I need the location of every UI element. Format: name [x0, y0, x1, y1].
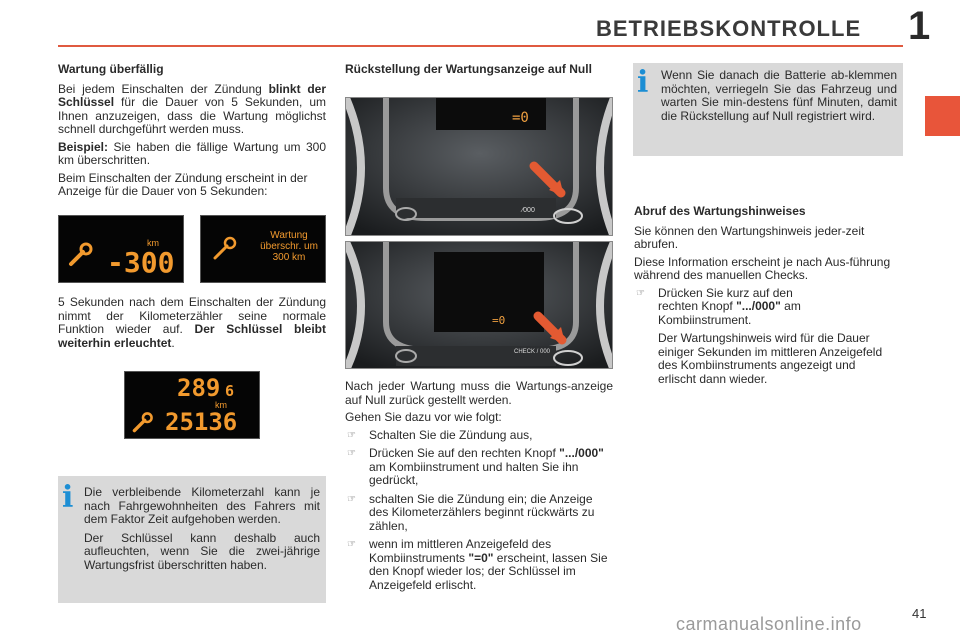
info-box [58, 476, 326, 603]
wrench-icon [211, 234, 239, 262]
header-rule [58, 45, 903, 47]
list-item: ☞ wenn im mittleren Anzeigefeld des Kombiinstruments "=0" erscheint, lassen Sie den Knopf wieder los; der Schlüssel im Anzeigefeld erlischt. [347, 537, 608, 592]
paragraph: Gehen Sie dazu vor wie folgt: [345, 410, 502, 424]
unit-label: km [147, 238, 159, 248]
paragraph: Sie können den Wartungshinweis jeder-zeit abrufen. [634, 223, 865, 251]
pointer-icon: ☞ [347, 493, 356, 505]
paragraph: Beispiel: Sie haben die fällige Wartung um 300 km überschritten. [58, 139, 326, 167]
list-item: ☞ schalten Sie die Zündung ein; die Anzeige des Kilometerzählers beginnt rückwärts zu zählen, [347, 491, 595, 533]
pointer-icon: ☞ [347, 429, 356, 441]
list-item: ☞ Schalten Sie die Zündung aus, [347, 427, 533, 442]
paragraph: Bei jedem Einschalten der Zündung blinkt der Schlüssel für die Dauer von 5 Sekunden, um Ihnen anzuzeigen, dass die Wartung möglichst schnell durchgeführt werden muss. [58, 81, 326, 136]
instrument-photo-2 [345, 241, 613, 369]
km-value: -300 [107, 246, 175, 279]
service-message: Wartung überschr. um 300 km [260, 230, 318, 263]
display-km-remaining [58, 215, 184, 283]
step-list [634, 287, 902, 387]
pointer-icon: ☞ [347, 539, 356, 550]
list-item: ☞ Drücken Sie auf den rechten Knopf ".../000" am Kombiinstrument und halten Sie ihn gedrückt, [347, 446, 604, 487]
paragraph: Diese Information erscheint je nach Aus-führung während des manuellen Checks. [634, 254, 891, 282]
column-rueckstellung-text [345, 380, 613, 597]
info-icon: i [637, 65, 649, 100]
paragraph: Beim Einschalten der Zündung erscheint in der Anzeige für die Dauer von 5 Sekunden: [58, 170, 308, 198]
trip-value: 289 [177, 374, 221, 402]
instrument-cluster-image [346, 242, 613, 369]
trip-decimal: 6 [225, 382, 235, 400]
display-odometer [124, 371, 260, 439]
column-wartung-ueberfaellig [58, 63, 326, 203]
paragraph: Nach jeder Wartung muss die Wartungs-anzeige auf Null zurück gestellt werden. [345, 379, 613, 407]
display-zero: =0 [492, 314, 506, 327]
page-title: BETRIEBSKONTROLLE [596, 16, 862, 41]
section-heading: Wartung überfällig [58, 62, 164, 76]
section-heading: Rückstellung der Wartungsanzeige auf Null [345, 62, 592, 76]
section-heading: Abruf des Wartungshinweises [634, 204, 806, 218]
display-zero: =0 [512, 110, 529, 126]
list-item: ☞ Drücken Sie kurz auf den rechten Knopf ".../000" am Kombiinstrument. Der Wartungshinweis wird für die Dauer einiger Sekunden im mittleren Anzeigefeld des Kombiinstruments angezeigt und erlischt dann wieder. [636, 285, 883, 386]
chapter-number: 1 [908, 4, 931, 48]
info-text: Die verbleibende Kilometerzahl kann je nach Fahrgewohnheiten des Fahrers mit dem Faktor Zeit aufgehoben werden. Der Schlüssel kann deshalb auch aufleuchten, wenn Sie die zwei-jährige Wartungsfrist überschritten haben. [84, 485, 320, 572]
step-list [345, 429, 613, 593]
column-wartung-ueberfaellig-2 [58, 296, 326, 354]
page-number: 41 [912, 606, 927, 621]
column-rueckstellung [345, 63, 613, 83]
column-abruf [634, 205, 902, 391]
info-text: Wenn Sie danach die Batterie ab-klemmen möchten, verriegeln Sie das Fahrzeug und warten Sie min-destens fünf Minuten, damit die Rückstellung auf Null registriert wird. [661, 68, 897, 123]
display-service-message [200, 215, 326, 283]
wrench-icon [67, 240, 95, 268]
chapter-tab [925, 96, 960, 136]
wrench-icon [131, 410, 155, 434]
info-icon: i [62, 480, 74, 515]
info-box [633, 63, 903, 156]
paragraph: 5 Sekunden nach dem Einschalten der Zündung nimmt der Kilometerzähler seine normale Funktion wieder auf. Der Schlüssel bleibt weiterhin erleuchtet. [58, 295, 326, 350]
instrument-photo-1 [345, 97, 613, 236]
odometer-value: 25136 [165, 408, 238, 436]
instrument-cluster-image [346, 98, 613, 236]
unit-label: km [215, 400, 227, 410]
button-label: ∕000 [522, 207, 535, 214]
button-label: CHECK / 000 [514, 349, 551, 355]
pointer-icon: ☞ [636, 287, 645, 299]
pointer-icon: ☞ [347, 448, 356, 459]
watermark: carmanualsonline.info [676, 614, 862, 634]
